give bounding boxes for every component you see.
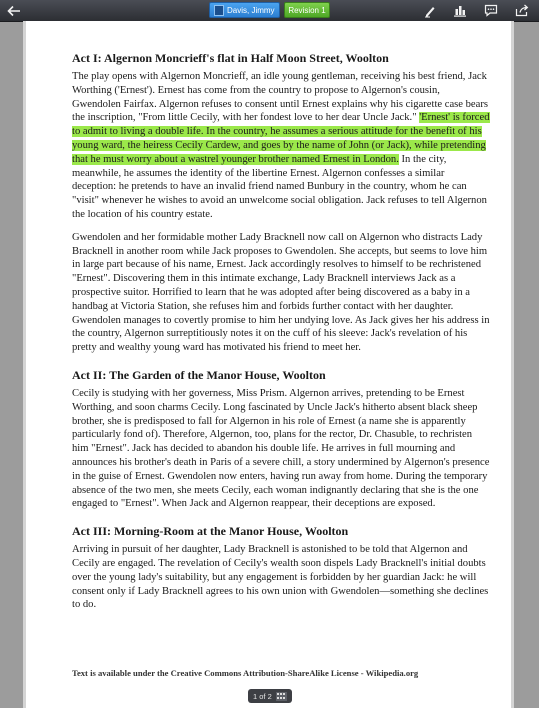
license-footer: Text is available under the Creative Commons Attribution-ShareAlike License - Wikipedia.org [72, 668, 419, 678]
grid-icon[interactable] [276, 692, 287, 701]
back-arrow-icon[interactable] [5, 2, 23, 19]
revision-chip-label: Revision 1 [288, 5, 326, 15]
share-icon[interactable] [513, 2, 531, 19]
act1-p1-start: The play opens with Algernon Moncrieff, an idle young gentleman, receiving his best friend, Jack Worthing ('Ernest'). Ernest has come from the country to propose to Algernon's cousin, Gwendolen Fairfax. Algernon refuses to consent until Ernest explains why his cigarette case bears the inscription, "From little Cecily, with her fondest love to her dear Uncle Jack." [72, 71, 488, 124]
page-indicator[interactable] [248, 689, 292, 703]
act1-heading: Act I: Algernon Moncrieff's flat in Half Moon Street, Woolton [72, 51, 389, 65]
act3-heading: Act III: Morning-Room at the Manor House, Woolton [72, 524, 349, 539]
bar-chart-icon[interactable] [451, 2, 469, 19]
pen-icon[interactable] [421, 2, 439, 19]
comment-icon[interactable] [482, 2, 500, 19]
highlighted-passage[interactable]: 'Ernest' is forced to admit to living a double life. In the country, he assumes a serious attitude for the benefit of his young ward, the heiress Cecily Cardew, and goes by the name of John (or Jack), while pretending that he must worry about a wastrel younger brother named Ernest in London. [72, 112, 490, 165]
act1-p1-end: In the city, meanwhile, he assumes the identity of the libertine Ernest. Algernon confesses a similar deception: he pretends to have an invalid friend named Bunbury in the country, whom he can "visit" whenever he wishes to avoid an unwelcome social obligation. Jack refuses to tell Algernon the location of his country estate. [72, 153, 487, 220]
act2-heading: Act II: The Garden of the Manor House, Woolton [72, 367, 326, 382]
user-chip-label: Davis, Jimmy [227, 5, 275, 15]
act2-paragraph-1: Cecily is studying with her governess, Miss Prism. Algernon arrives, pretending to be Ernest Worthing, and soon charms Cecily. Long fascinated by Uncle Jack's hitherto absent black sheep brother, she is predisposed to fall for Algernon in his role of Ernest (a name she is apparently particularly fond of). Therefore, Algernon, too, plans for the rector, Dr. Chasuble, to rechristen him "Ernest". Jack has decided to abandon his double life. He arrives in full mourning and announces his brother's death in Paris of a severe chill, a story undermined by Algernon's presence in the guise of Ernest. Gwendolen now enters, having run away from home. During the temporary absence of the two men, she meets Cecily, each woman indignantly declaring that she is the one engaged to "Ernest". When Jack and Algernon reappear, their deceptions are exposed. [72, 387, 490, 510]
document-content [72, 51, 490, 621]
top-toolbar [0, 0, 539, 22]
revision-chip[interactable] [284, 2, 330, 18]
user-chip[interactable] [209, 2, 280, 18]
page-indicator-label: 1 of 2 [253, 691, 272, 701]
document-page [26, 21, 511, 708]
act1-paragraph-1 [72, 70, 490, 222]
user-avatar-icon [214, 5, 224, 16]
act1-paragraph-2: Gwendolen and her formidable mother Lady Bracknell now call on Algernon who distracts Lady Bracknell in another room while Jack proposes to Gwendolen. She accepts, but seems to love him in large part because of his name, Ernest. Jack accordingly resolves to himself to be rechristened "Ernest". Discovering them in this intimate exchange, Lady Bracknell interviews Jack as a prospective suitor. Horrified to learn that he was adopted after being discovered as a baby in a handbag at Victoria Station, she refuses him and forbids further contact with her daughter. Gwendolen manages to covertly promise to him her undying love. As Jack gives her his address in the country, Algernon surreptitiously notes it on the cuff of his sleeve: Jack's revelation of his pretty and wealthy young ward has motivated his friend to meet her. [72, 231, 490, 354]
act3-paragraph-1: Arriving in pursuit of her daughter, Lady Bracknell is astonished to be told that Algernon and Cecily are engaged. The revelation of Cecily's wealth soon dispels Lady Bracknell's initial doubts over the young lady's suitability, but any engagement is forbidden by her guardian Jack: he will consent only if Lady Bracknell agrees to his own union with Gwendolen—something she declines to do. [72, 544, 489, 611]
